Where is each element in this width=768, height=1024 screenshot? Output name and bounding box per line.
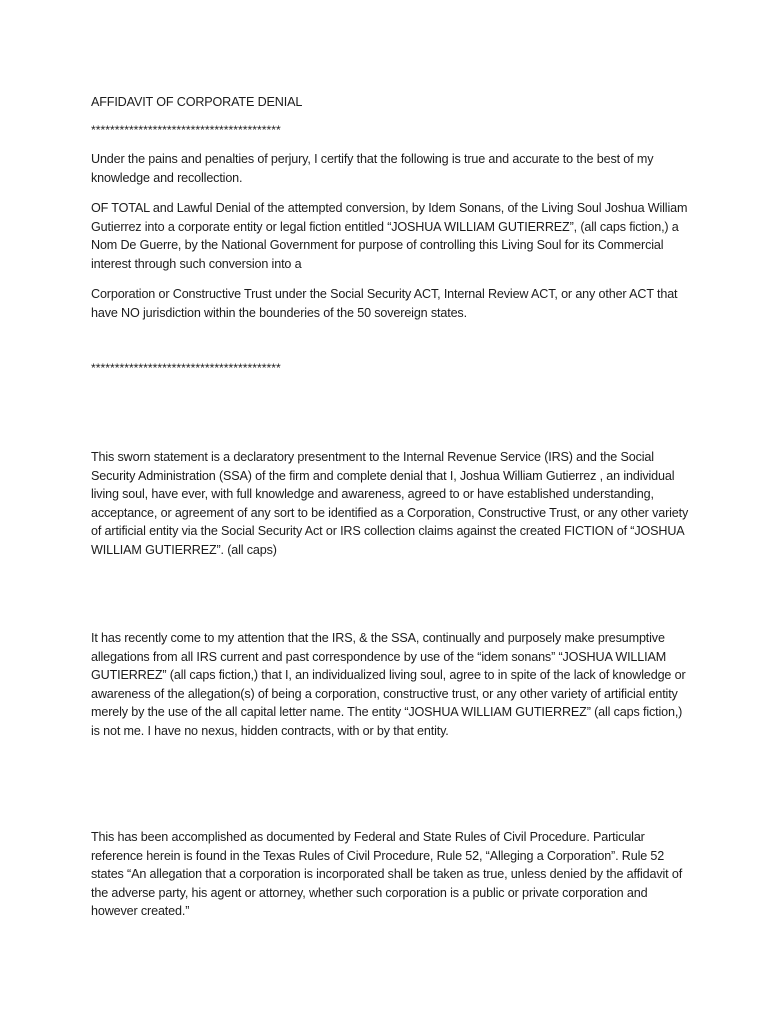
separator-top: ****************************************: [91, 123, 281, 137]
paragraph-constructive-trust: Corporation or Constructive Trust under the Social Security ACT, Internal Review ACT, or any other ACT that have NO jurisdiction within the bounderies of the 50 sovereign states.: [91, 287, 678, 320]
paragraph-total-denial: OF TOTAL and Lawful Denial of the attempted conversion, by Idem Sonans, of the Living Soul Joshua William Gutierrez into a corporate entity or legal fiction entitled “JOSHUA WILLIAM GUTIERREZ”, (all caps fiction,) a Nom De Guerre, by the National Government for purpose of controlling this Living Soul for its Commercial interest through such conversion into a: [91, 201, 688, 271]
paragraph-sworn-statement: This sworn statement is a declaratory presentment to the Internal Revenue Service (IRS) and the Social Security Administration (SSA) of the firm and complete denial that I, Joshua William Gutierrez , an individual living soul, have ever, with full knowledge and awareness, agreed to or have established understanding, acceptance, or agreement of any sort to be identified as a Corporation, Constructive Trust, or any other variety of artificial entity via the Social Security Act or IRS collection claims against the created FICTION of “JOSHUA WILLIAM GUTIERREZ”. (all caps): [91, 450, 689, 557]
paragraph-irs-ssa-allegations: It has recently come to my attention that the IRS, & the SSA, continually and purposely make presumptive allegations from all IRS current and past correspondence by use of the “idem sonans” “JOSHUA WILLIAM GUTIERREZ” (all caps fiction,) that I, an individualized living soul, agree to in spite of the lack of knowledge or awareness of the allegation(s) of being a corporation, constructive trust, or any other variety of artificial entity merely by the use of the all capital letter name. The entity “JOSHUA WILLIAM GUTIERREZ” (all caps fiction,) is not me. I have no nexus, hidden contracts, with or by that entity.: [91, 631, 686, 738]
paragraph-rules-civil-procedure: This has been accomplished as documented by Federal and State Rules of Civil Procedure. Particular reference herein is found in the Texas Rules of Civil Procedure, Rule 52, “Alleging a Corporation”. Rule 52 states “An allegation that a corporation is incorporated shall be taken as true, unless denied by the affidavit of the adverse party, his agent or attorney, whether such corporation is a public or private corporation and however created.”: [91, 830, 683, 919]
separator-middle: ****************************************: [91, 361, 281, 375]
document-title: AFFIDAVIT OF CORPORATE DENIAL: [91, 95, 303, 109]
paragraph-perjury-certification: Under the pains and penalties of perjury, I certify that the following is true and accurate to the best of my knowledge and recollection.: [91, 152, 654, 185]
